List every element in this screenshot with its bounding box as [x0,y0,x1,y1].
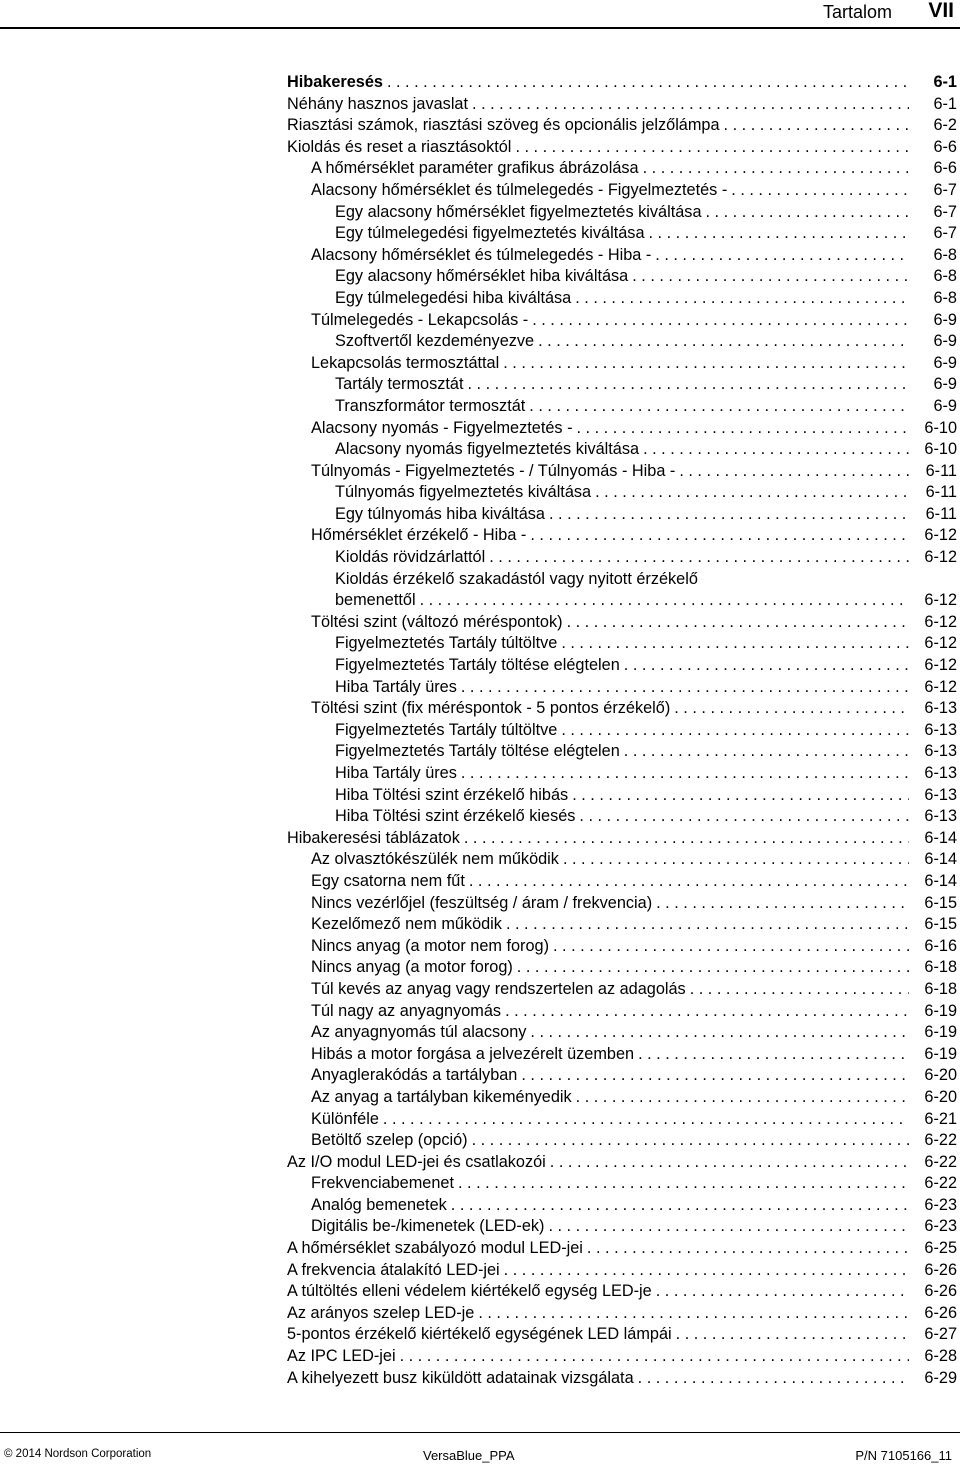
toc-entry-title: Az anyagnyomás túl alacsony [311,1023,527,1042]
toc-entry[interactable] [311,1044,957,1066]
toc-entry[interactable] [335,482,957,504]
toc-dot-leader [567,612,909,634]
toc-entry-page: 6-18 [924,958,957,977]
toc-dot-leader [572,785,909,807]
toc-entry-page: 6-7 [933,202,957,221]
toc-entry-page: 6-7 [933,224,957,243]
toc-entry[interactable] [311,871,957,893]
footer-part-number: P/N 7105166_11 [855,1448,952,1463]
toc-entry-title: Alacsony hőmérséklet és túlmelegedés - Hiba - [311,245,652,264]
toc-dot-leader [649,223,910,245]
toc-dot-leader [464,828,909,850]
toc-dot-leader [532,310,909,332]
toc-dot-leader [655,245,909,267]
page-roman-number: VII [928,0,954,22]
toc-entry-page: 6-15 [924,893,957,912]
toc-entry-title: Egy alacsony hőmérséklet hiba kiváltása [335,267,629,286]
toc-entry[interactable] [287,1368,957,1390]
toc-dot-leader [595,482,909,504]
toc-entry-title: Figyelmeztetés Tartály töltése elégtelen [335,742,620,761]
toc-entry-title: Alacsony nyomás figyelmeztetés kiváltása [335,440,640,459]
toc-entry[interactable] [311,1173,957,1195]
toc-entry[interactable] [335,331,957,353]
toc-entry[interactable] [335,720,957,742]
toc-dot-leader [538,331,909,353]
toc-entry[interactable] [335,763,957,785]
toc-entry[interactable] [335,569,957,612]
toc-entry-title: Hiba Tartály üres [335,677,457,696]
toc-dot-leader [575,288,909,310]
toc-entry[interactable] [287,1260,957,1282]
toc-entry[interactable] [287,115,957,137]
toc-entry-page: 6-19 [924,1023,957,1042]
toc-entry-title: Túlnyomás - Figyelmeztetés - / Túlnyomás - Hiba - [311,461,676,480]
toc-entry-title: Egy túlmelegedési hiba kiváltása [335,288,572,307]
toc-dot-leader [561,633,909,655]
toc-entry[interactable] [311,1087,957,1109]
toc-entry-page: 6-9 [933,310,957,329]
toc-entry-title: Anyaglerakódás a tartályban [311,1066,518,1085]
toc-entry[interactable] [311,1001,957,1023]
toc-entry[interactable] [335,374,957,396]
toc-entry[interactable] [311,1130,957,1152]
toc-entry-title: Lekapcsolás termosztáttal [311,353,500,372]
toc-entry-page: 6-12 [924,612,957,631]
toc-entry[interactable] [311,1109,957,1131]
toc-entry[interactable] [311,353,957,375]
toc-entry-title: Túlnyomás figyelmeztetés kiváltása [335,483,592,502]
toc-entry-page: 6-10 [924,440,957,459]
toc-dot-leader [561,720,909,742]
toc-entry-page: 6-26 [924,1303,957,1322]
toc-dot-leader [656,893,909,915]
toc-dot-leader [458,1173,909,1195]
toc-entry[interactable] [287,1238,957,1260]
toc-entry-page: 6-12 [924,591,957,610]
toc-entry-page: 6-9 [933,353,957,372]
toc-dot-leader [461,763,909,785]
toc-entry[interactable] [335,504,957,526]
toc-entry-page: 6-23 [924,1195,957,1214]
toc-entry-title: Az IPC LED-jei [287,1347,396,1366]
toc-entry-page: 6-12 [924,548,957,567]
toc-dot-leader [690,979,909,1001]
toc-entry[interactable] [311,310,957,332]
toc-entry-page: 6-29 [924,1368,957,1387]
toc-entry-title: A túltöltés elleni védelem kiértékelő egység LED-je [287,1282,652,1301]
toc-entry-page: 6-8 [933,288,957,307]
toc-entry-page: 6-13 [924,720,957,739]
toc-dot-leader [656,1281,909,1303]
toc-entry[interactable] [311,936,957,958]
toc-entry-page: 6-22 [924,1152,957,1171]
toc-dot-leader [530,1022,909,1044]
toc-entry[interactable] [311,698,957,720]
toc-dot-leader [472,1130,909,1152]
toc-entry-title: Az arányos szelep LED-je [287,1303,475,1322]
toc-entry[interactable] [335,547,957,569]
toc-entry-title: Hiba Töltési szint érzékelő kiesés [335,807,576,826]
toc-entry[interactable] [287,1281,957,1303]
toc-entry-title: Betöltő szelep (opció) [311,1131,468,1150]
toc-entry[interactable] [287,1152,957,1174]
toc-entry-page: 6-23 [924,1217,957,1236]
toc-dot-leader [624,741,909,763]
toc-entry[interactable] [287,137,957,159]
toc-entry-page: 6-10 [924,418,957,437]
toc-entry-title: Frekvenciabemenet [311,1174,454,1193]
toc-entry-title: Nincs anyag (a motor nem forog) [311,936,549,955]
toc-entry-title: Túl nagy az anyagnyomás [311,1001,502,1020]
toc-entry-title-line1: Kioldás érzékelő szakadástól vagy nyitott érzékelő [335,569,698,588]
toc-entry[interactable] [311,849,957,871]
toc-dot-leader [579,806,909,828]
toc-dot-leader [400,1346,909,1368]
toc-entry-title: Tartály termosztát [335,375,464,394]
toc-entry-title: Hibakeresési táblázatok [287,828,460,847]
toc-entry[interactable] [335,785,957,807]
toc-entry[interactable] [311,158,957,180]
toc-entry-page: 6-22 [924,1174,957,1193]
toc-entry-title: Hiba Töltési szint érzékelő hibás [335,785,569,804]
toc-entry-page: 6-19 [924,1044,957,1063]
toc-entry-page: 6-13 [924,785,957,804]
toc-entry-page: 6-13 [924,764,957,782]
toc-dot-leader [517,957,909,979]
toc-dot-leader [638,1368,909,1390]
toc-entry-title: Különféle [311,1109,379,1128]
toc-entry[interactable] [311,979,957,1001]
toc-entry-title: bemenettől [335,591,416,610]
toc-dot-leader [383,1109,909,1131]
toc-dot-leader [643,439,909,461]
toc-dot-leader [679,461,909,483]
toc-entry-page: 6-11 [925,483,957,502]
toc-entry-page: 6-12 [924,677,957,696]
toc-entry-page: 6-14 [924,871,957,890]
toc-entry-page: 6-11 [925,504,957,523]
toc-dot-leader [461,677,909,699]
toc-entry[interactable] [311,245,957,267]
toc-entry-title: Nincs anyag (a motor forog) [311,958,513,977]
toc-dot-leader [420,590,909,612]
toc-entry-title: A kihelyezett busz kiküldött adatainak vizsgálata [287,1368,634,1387]
toc-entry-page: 6-6 [933,159,957,178]
toc-entry-page: 6-13 [924,807,957,826]
toc-entry[interactable] [311,1022,957,1044]
toc-entry-page: 6-20 [924,1066,957,1085]
toc-entry[interactable] [335,223,957,245]
toc-entry-title: 5-pontos érzékelő kiértékelő egységének LED lámpái [287,1325,672,1344]
toc-dot-leader [632,266,909,288]
toc-dot-leader [577,418,910,440]
toc-entry-page: 6-1 [933,73,957,91]
toc-entry-page: 6-13 [924,742,957,761]
toc-entry[interactable] [311,1195,957,1217]
toc-entry[interactable] [335,806,957,828]
toc-entry-title: Hőmérséklet érzékelő - Hiba - [311,526,527,545]
toc-entry-title: Az olvasztókészülék nem működik [311,850,559,869]
toc-dot-leader [643,158,909,180]
toc-entry-page: 6-1 [933,94,957,113]
toc-dot-leader [529,396,909,418]
toc-entry-page: 6-9 [933,332,957,351]
toc-entry-page: 6-13 [924,699,957,718]
toc-entry-title: Transzformátor termosztát [335,396,526,415]
toc-entry[interactable] [335,288,957,310]
toc-entry-title: Figyelmeztetés Tartály túltöltve [335,634,558,653]
toc-entry-title: Kezelőmező nem működik [311,915,502,934]
toc-entry-title: Alacsony nyomás - Figyelmeztetés - [311,418,573,437]
toc-dot-leader [550,1152,909,1174]
toc-entry-title: Túlmelegedés - Lekapcsolás - [311,310,529,329]
toc-entry-page: 6-26 [924,1282,957,1301]
toc-entry[interactable] [311,461,957,483]
toc-entry-page: 6-14 [924,850,957,869]
toc-dot-leader [467,374,909,396]
toc-dot-leader [489,547,909,569]
toc-entry-title: Nincs vezérlőjel (feszültség / áram / frekvencia) [311,893,653,912]
toc-dot-leader [676,1324,909,1346]
toc-dot-leader [563,849,909,871]
toc-entry-page: 6-12 [924,526,957,545]
toc-entry-title: A frekvencia átalakító LED-jei [287,1260,500,1279]
toc-entry-title: A hőmérséklet paraméter grafikus ábrázolása [311,159,639,178]
toc-entry-title: A hőmérséklet szabályozó modul LED-jei [287,1239,583,1258]
toc-entry-page: 6-27 [924,1325,957,1344]
toc-entry[interactable] [335,439,957,461]
toc-entry-page: 6-28 [924,1347,957,1366]
toc-entry-title: Riasztási számok, riasztási szöveg és opcionális jelzőlámpa [287,116,720,135]
toc-entry-page: 6-9 [933,375,957,394]
toc-entry[interactable] [287,94,957,116]
toc-entry[interactable] [287,1303,957,1325]
toc-entry-title: Az anyag a tartályban kikeményedik [311,1087,572,1106]
toc-entry-title: Szoftvertől kezdeményezve [335,332,535,351]
toc-entry[interactable] [287,828,957,850]
toc-entry[interactable] [311,525,957,547]
toc-entry-page: 6-11 [925,461,957,480]
toc-entry-title: Figyelmeztetés Tartály töltése elégtelen [335,656,620,675]
toc-entry-title: Hiba Tartály üres [335,764,457,782]
table-of-contents [287,72,957,1389]
toc-dot-leader [505,1001,909,1023]
toc-entry-title: Az I/O modul LED-jei és csatlakozói [287,1152,546,1171]
toc-dot-leader [472,94,909,116]
toc-entry[interactable] [311,914,957,936]
toc-entry[interactable] [335,741,957,763]
toc-dot-leader [521,1065,909,1087]
toc-entry-title: Egy túlnyomás hiba kiváltása [335,504,545,523]
toc-entry-title: Figyelmeztetés Tartály túltöltve [335,720,558,739]
toc-entry-title: Hibakeresés [287,73,383,91]
toc-dot-leader [576,1087,909,1109]
toc-entry[interactable] [335,396,957,418]
toc-dot-leader [478,1303,909,1325]
toc-dot-leader [706,202,910,224]
toc-entry[interactable] [311,1065,957,1087]
toc-entry-title: Kioldás rövidzárlattól [335,548,486,567]
toc-dot-leader [387,72,909,94]
toc-entry-page: 6-21 [924,1109,957,1128]
toc-entry[interactable] [311,957,957,979]
toc-entry-title: Egy csatorna nem fűt [311,871,465,890]
toc-entry-page: 6-15 [924,915,957,934]
toc-entry-title: Néhány hasznos javaslat [287,94,469,113]
toc-dot-leader [587,1238,909,1260]
toc-entry-title: Töltési szint (fix méréspontok - 5 pontos érzékelő) [311,699,671,718]
toc-entry-page: 6-8 [933,267,957,286]
footer-rule [0,1432,960,1433]
toc-entry[interactable] [311,1216,957,1238]
toc-entry[interactable] [335,266,957,288]
toc-entry-page: 6-22 [924,1131,957,1150]
toc-entry-page: 6-2 [933,116,957,135]
footer-product: VersaBlue_PPA [423,1448,515,1463]
toc-entry[interactable] [287,72,957,94]
toc-entry-page: 6-14 [924,828,957,847]
toc-entry-title: Túl kevés az anyag vagy rendszertelen az adagolás [311,979,686,998]
toc-dot-leader [506,914,909,936]
toc-dot-leader [624,655,909,677]
toc-entry-page: 6-8 [933,245,957,264]
toc-entry-title: Alacsony hőmérséklet és túlmelegedés - Figyelmeztetés - [311,180,728,199]
toc-entry[interactable] [311,180,957,202]
toc-entry-page: 6-18 [924,979,957,998]
toc-entry-title: Hibás a motor forgása a jelvezérelt üzemben [311,1044,635,1063]
toc-entry[interactable] [335,655,957,677]
toc-entry-page: 6-7 [933,180,957,199]
toc-dot-leader [451,1195,909,1217]
toc-entry-title: Egy alacsony hőmérséklet figyelmeztetés kiváltása [335,202,702,221]
toc-dot-leader [503,353,909,375]
toc-entry[interactable] [335,677,957,699]
toc-entry-page: 6-16 [924,936,957,955]
toc-entry-title: Kioldás és reset a riasztásoktól [287,137,512,156]
toc-entry-page: 6-25 [924,1239,957,1258]
toc-dot-leader [469,871,909,893]
toc-dot-leader [530,525,909,547]
toc-entry-page: 6-12 [924,634,957,653]
toc-entry-page: 6-19 [924,1001,957,1020]
toc-entry-page: 6-20 [924,1087,957,1106]
toc-entry[interactable] [311,893,957,915]
toc-entry-page: 6-6 [933,137,957,156]
toc-entry-page: 6-26 [924,1260,957,1279]
toc-dot-leader [638,1044,909,1066]
toc-entry[interactable] [311,418,957,440]
footer-copyright: © 2014 Nordson Corporation [4,1448,152,1460]
toc-entry-page: 6-12 [924,656,957,675]
toc-dot-leader [553,936,909,958]
toc-entry[interactable] [287,1324,957,1346]
toc-dot-leader [724,115,909,137]
header-rule [0,27,960,29]
toc-entry-title: Digitális be-/kimenetek (LED-ek) [311,1217,545,1236]
toc-entry[interactable] [311,612,957,634]
toc-entry[interactable] [335,202,957,224]
toc-dot-leader [548,1216,909,1238]
toc-dot-leader [549,504,909,526]
toc-entry[interactable] [287,1346,957,1368]
section-title: Tartalom [822,2,892,22]
toc-entry-page: 6-9 [933,396,957,415]
toc-dot-leader [515,137,909,159]
toc-entry-title: Töltési szint (változó méréspontok) [311,612,563,631]
toc-entry[interactable] [335,633,957,655]
toc-entry-title: Analóg bemenetek [311,1195,447,1214]
toc-entry-title: Egy túlmelegedési figyelmeztetés kiváltása [335,224,645,243]
toc-dot-leader [674,698,909,720]
toc-dot-leader [504,1260,909,1282]
toc-dot-leader [731,180,909,202]
